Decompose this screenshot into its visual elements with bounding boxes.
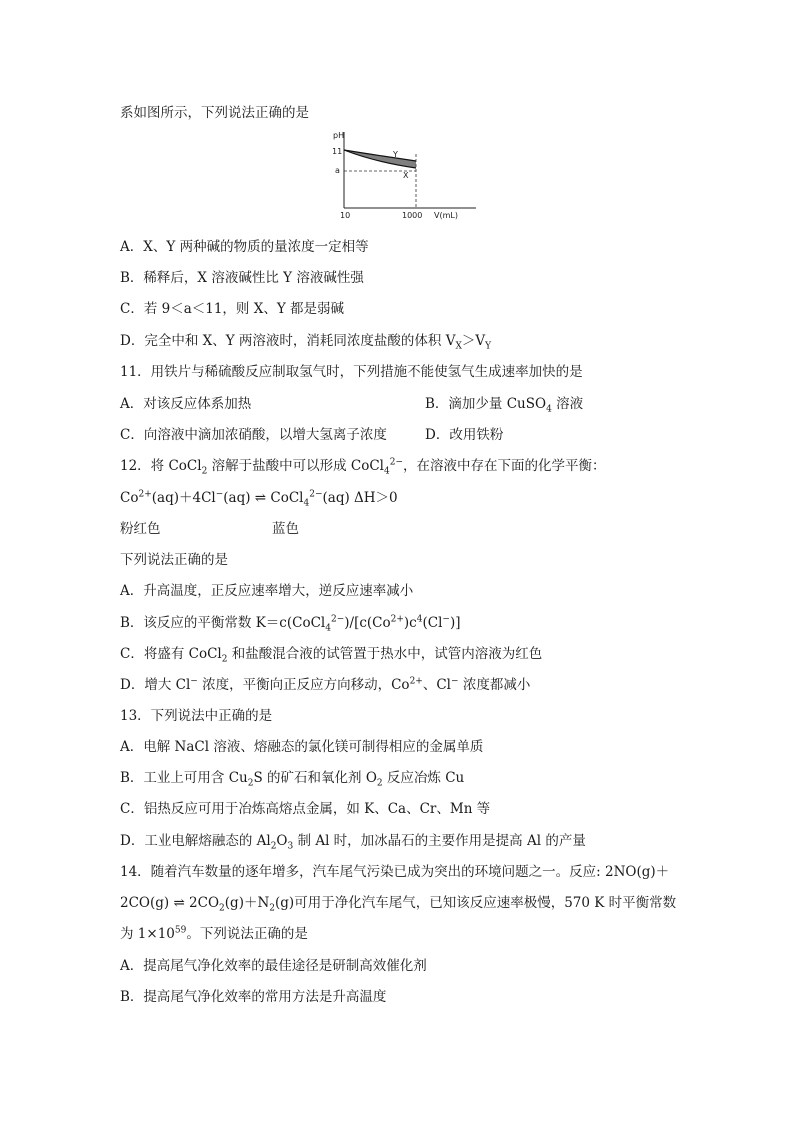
q12-b-sup1: 2− bbox=[330, 614, 345, 625]
q14-stem-line2 bbox=[120, 894, 676, 912]
q12-stem-b: 溶解于盐酸中可以形成 CoCl bbox=[207, 458, 384, 474]
q13-d-sub2: 3 bbox=[287, 841, 294, 852]
q12-d-sup3: − bbox=[451, 676, 459, 687]
q13-b-sub1: 2 bbox=[247, 778, 254, 789]
q12-b-sup3: 4 bbox=[416, 614, 423, 625]
q12-stem-sup2: 2− bbox=[389, 457, 404, 468]
q12-eq-sup1: 2+ bbox=[138, 489, 152, 500]
q14-stem-line3 bbox=[120, 925, 308, 943]
q11-b-sub: 4 bbox=[546, 404, 552, 415]
q11-option-c: C．向溶液中滴加浓硝酸，以增大氢离子浓度 bbox=[120, 427, 387, 443]
q10-d-text: D．完全中和 X、Y 两溶液时，消耗同浓度盐酸的体积 V bbox=[120, 333, 456, 349]
q12-b-a: B．该反应的平衡常数 K＝c(CoCl bbox=[120, 615, 326, 631]
curve-x-label: X bbox=[403, 171, 409, 180]
q12-b-c: )c bbox=[403, 615, 417, 631]
q14-stem-line1: 14．随着汽车数量的逐年增多，汽车尾气污染已成为突出的环境问题之一。反应: 2NO(g)＋ bbox=[120, 864, 670, 880]
q14-option-a: A．提高尾气净化效率的最佳途径是研制高效催化剂 bbox=[120, 958, 427, 974]
q12-stem-sub: 2 bbox=[201, 466, 208, 477]
q12-equation bbox=[120, 489, 398, 507]
q12-b-sup4: − bbox=[442, 614, 450, 625]
q12-stem bbox=[120, 457, 606, 475]
q13-d-c: 制 Al 时，加冰晶石的主要作用是提高 Al 的产量 bbox=[293, 833, 586, 849]
q13-option-b bbox=[120, 769, 464, 787]
q12-d-sup1: − bbox=[190, 676, 198, 687]
q12-d-c: 、Cl bbox=[422, 677, 451, 693]
q11-row-ab bbox=[120, 395, 584, 415]
q10-option-d bbox=[120, 332, 491, 350]
x-tick-1000: 1000 bbox=[402, 211, 423, 220]
q11-stem: 11．用铁片与稀硫酸反应制取氢气时，下列措施不能使氢气生成速率加快的是 bbox=[120, 364, 583, 380]
q12-b-e: )] bbox=[449, 615, 461, 631]
q12-color-pink: 粉红色 bbox=[120, 521, 161, 537]
q12-stem-c: ，在溶液中存在下面的化学平衡： bbox=[403, 458, 606, 474]
q14-l3-b: 。下列说法正确的是 bbox=[186, 926, 308, 942]
q14-option-b: B．提高尾气净化效率的常用方法是升高温度 bbox=[120, 989, 387, 1005]
q13-option-a: A．电解 NaCl 溶液、熔融态的氯化镁可制得相应的金属单质 bbox=[120, 739, 484, 755]
q13-b-c: 反应冶炼 Cu bbox=[382, 770, 465, 786]
q12-d-a: D．增大 Cl bbox=[120, 677, 191, 693]
x-tick-10: 10 bbox=[340, 211, 351, 220]
q12-c-b: 和盐酸混合液的试管置于热水中，试管内溶液为红色 bbox=[227, 646, 543, 662]
q14-l2-a: 2CO(g) ⇌ 2CO bbox=[120, 895, 220, 911]
q13-option-c: C．铝热反应可用于冶炼高熔点金属，如 K、Ca、Cr、Mn 等 bbox=[120, 801, 491, 817]
q12-color-blue: 蓝色 bbox=[272, 521, 299, 537]
q12-b-d: (Cl bbox=[422, 615, 443, 631]
ph-chart-svg bbox=[330, 128, 480, 222]
q12-b-b: )/[c(Co bbox=[344, 615, 391, 631]
q12-eq-a: Co bbox=[120, 490, 139, 506]
q12-option-d bbox=[120, 676, 530, 694]
q12-option-b bbox=[120, 614, 460, 632]
q14-l3-sup: 59 bbox=[174, 925, 187, 936]
q12-ask: 下列说法正确的是 bbox=[120, 552, 228, 568]
q13-d-b: O bbox=[276, 833, 288, 849]
q11-b-suffix: 溶液 bbox=[551, 396, 584, 412]
q12-b-sub1: 4 bbox=[325, 623, 331, 634]
q14-l3-a: 为 1×10 bbox=[120, 926, 175, 942]
y-tick-11: 11 bbox=[332, 147, 343, 156]
y-tick-a: a bbox=[335, 166, 340, 175]
q13-option-d bbox=[120, 832, 586, 850]
q11-option-b bbox=[425, 395, 583, 413]
q12-d-d: 浓度都减小 bbox=[458, 677, 531, 693]
q11-row-cd bbox=[120, 426, 504, 444]
q10-d-mid: ＞V bbox=[461, 333, 486, 349]
q10-option-b: B．稀释后，X 溶液碱性比 Y 溶液碱性强 bbox=[120, 270, 364, 286]
q13-b-a: B．工业上可用含 Cu bbox=[120, 770, 248, 786]
q12-eq-d: (aq) ΔH＞0 bbox=[322, 490, 398, 506]
q13-d-sub1: 2 bbox=[270, 841, 277, 852]
q14-l2-sub2: 2 bbox=[269, 903, 276, 914]
y-axis-label: pH bbox=[333, 131, 345, 140]
q12-c-a: C．将盛有 CoCl bbox=[120, 646, 222, 662]
q13-d-a: D．工业电解熔融态的 Al bbox=[120, 833, 271, 849]
q12-eq-c: (aq) ⇌ CoCl bbox=[223, 490, 304, 506]
q12-c-sub: 2 bbox=[221, 654, 228, 665]
q11-b-text: B．滴加少量 CuSO bbox=[425, 396, 547, 412]
q12-b-sup2: 2+ bbox=[390, 614, 404, 625]
q12-colors bbox=[120, 520, 299, 538]
q13-b-sub2: 2 bbox=[376, 778, 383, 789]
intro-text: 系如图所示，下列说法正确的是 bbox=[120, 105, 309, 121]
q14-l2-b: (g)＋N bbox=[224, 895, 270, 911]
x-axis-label: V(mL) bbox=[434, 211, 458, 220]
q10-option-c: C．若 9＜a＜11，则 X、Y 都是弱碱 bbox=[120, 301, 345, 317]
q14-l2-c: (g)可用于净化汽车尾气，已知该反应速率极慢，570 K 时平衡常数 bbox=[275, 895, 677, 911]
q12-stem-a: 12．将 CoCl bbox=[120, 458, 202, 474]
q12-eq-sub3: 4 bbox=[303, 498, 310, 509]
q12-stem-sub2: 4 bbox=[384, 466, 390, 477]
q10-option-a: A．X、Y 两种碱的物质的量浓度一定相等 bbox=[120, 239, 369, 255]
q12-d-b: 浓度，平衡向正反应方向移动，Co bbox=[197, 677, 410, 693]
q10-d-sub-y: Y bbox=[485, 341, 492, 352]
q12-eq-b: (aq)＋4Cl bbox=[151, 490, 216, 506]
q12-option-a: A．升高温度，正反应速率增大，逆反应速率减小 bbox=[120, 583, 414, 599]
curve-y-label: Y bbox=[393, 150, 398, 159]
q10-d-sub-x: X bbox=[455, 341, 462, 352]
q11-option-a: A．对该反应体系加热 bbox=[120, 396, 252, 412]
q14-l2-sub1: 2 bbox=[219, 903, 225, 914]
q13-stem: 13．下列说法中正确的是 bbox=[120, 708, 273, 724]
q12-option-c bbox=[120, 645, 542, 663]
q13-b-b: S 的矿石和氧化剂 O bbox=[253, 770, 377, 786]
q12-eq-sup2: − bbox=[215, 489, 224, 500]
q11-option-d: D．改用铁粉 bbox=[425, 427, 504, 443]
ph-dilution-figure bbox=[330, 128, 480, 222]
q12-d-sup2: 2+ bbox=[409, 676, 423, 687]
q12-eq-sup3: 2− bbox=[309, 489, 323, 500]
